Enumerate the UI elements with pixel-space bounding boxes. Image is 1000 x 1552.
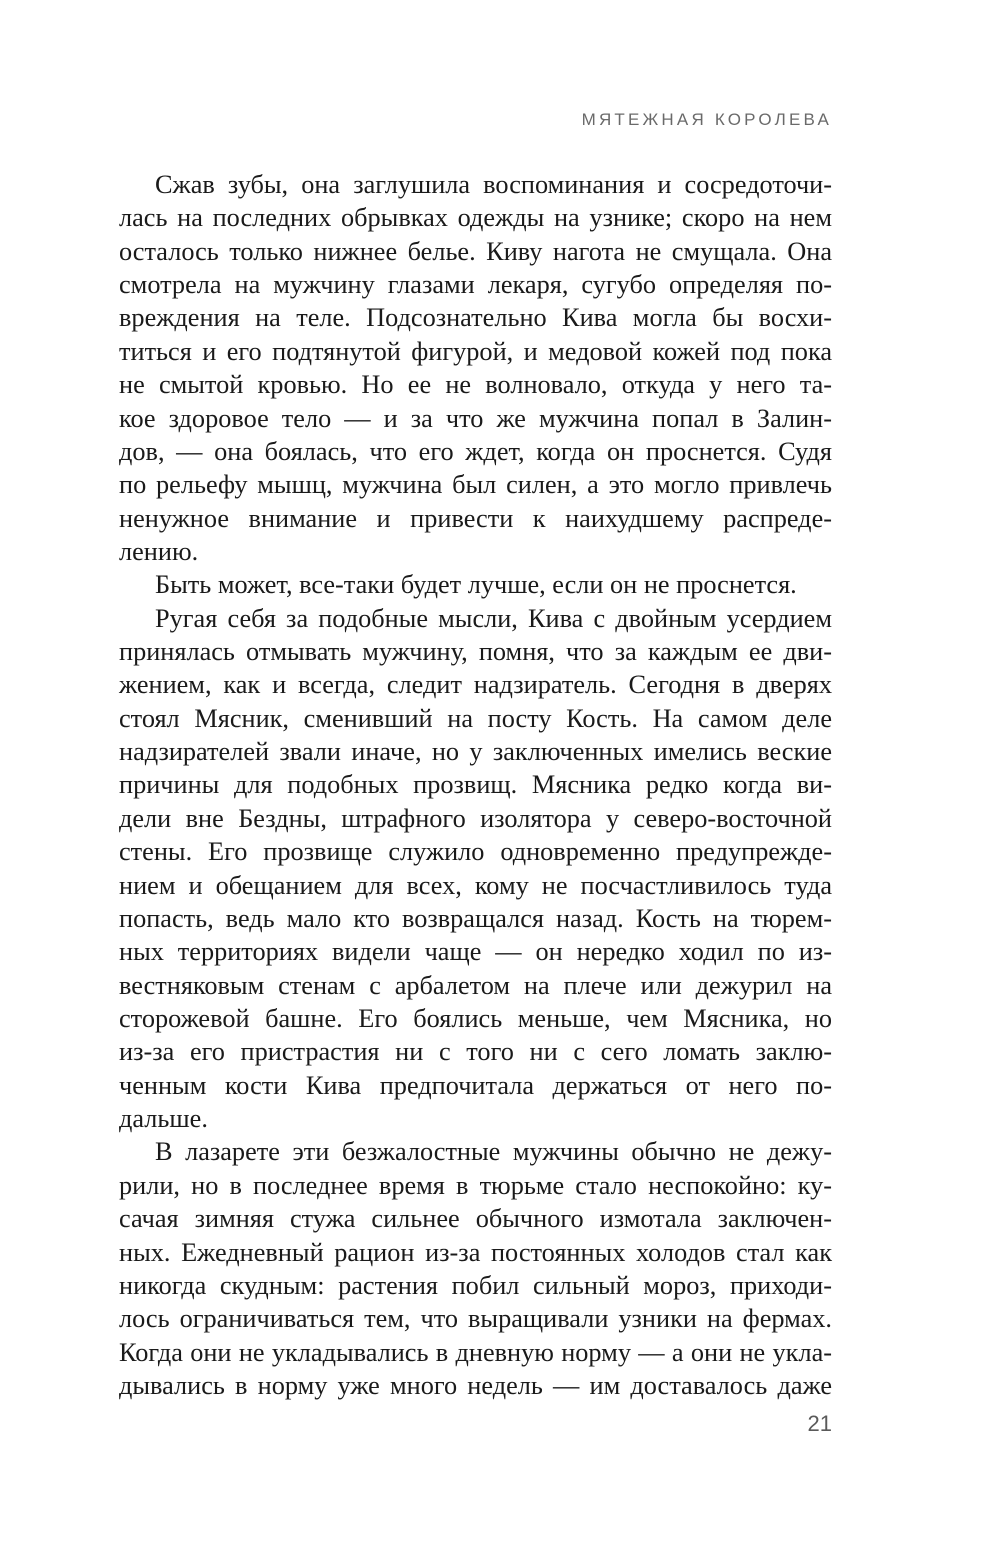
text-line: вреждения на теле. Подсознательно Кива могла бы восхи- xyxy=(119,303,832,333)
text-line: лось ограничиваться тем, что выращивали узники на фермах. xyxy=(119,1304,832,1334)
text-line: ных территориях видели чаще — он нередко ходил по из- xyxy=(119,937,832,967)
text-line: надзирателей звали иначе, но у заключенных имелись веские xyxy=(119,737,832,767)
text-line: В лазарете эти безжалостные мужчины обычно не дежу- xyxy=(155,1137,832,1167)
text-line: лась на последних обрывках одежды на узнике; скоро на нем xyxy=(119,203,832,233)
text-line: осталось только нижнее белье. Киву нагота не смущала. Она xyxy=(119,236,832,266)
text-line: Быть может, все-таки будет лучше, если он не проснется. xyxy=(155,570,797,600)
text-line: сачая зимняя стужа сильнее обычного измотала заключен- xyxy=(119,1204,832,1234)
text-line: кое здоровое тело — и за что же мужчина попал в Залин- xyxy=(119,403,832,433)
text-line: принялась отмывать мужчину, помня, что за каждым ее дви- xyxy=(119,637,832,667)
text-line: Сжав зубы, она заглушила воспоминания и сосредоточи- xyxy=(155,170,832,199)
text-line: попасть, ведь мало кто возвращался назад. Кость на тюрем- xyxy=(119,903,832,933)
text-line: стены. Его прозвище служило одновременно предупрежде- xyxy=(119,837,832,867)
paragraph xyxy=(119,602,832,1136)
text-line: причины для подобных прозвищ. Мясника редко когда ви- xyxy=(119,770,832,800)
text-line: из-за его пристрастия ни с того ни с сего ломать заклю- xyxy=(119,1037,832,1067)
text-line: сторожевой башне. Его боялись меньше, чем Мясника, но xyxy=(119,1003,832,1033)
paragraph xyxy=(119,1135,832,1402)
text-line: вестняковым стенам с арбалетом на плече или дежурил на xyxy=(119,970,832,1000)
text-line: ных. Ежедневный рацион из-за постоянных холодов стал как xyxy=(119,1237,832,1267)
text-line: нием и обещанием для всех, кому не посчастливилось туда xyxy=(119,870,832,900)
text-line: дели вне Бездны, штрафного изолятора у северо-восточной xyxy=(119,803,832,833)
text-line: титься и его подтянутой фигурой, и медовой кожей под пока xyxy=(119,336,832,366)
paragraph xyxy=(119,168,832,568)
text-line: стоял Мясник, сменивший на посту Кость. На самом деле xyxy=(119,703,832,733)
text-line: дывались в норму уже много недель — им доставалось даже xyxy=(119,1370,832,1400)
text-line: никогда скудным: растения побил сильный мороз, приходи- xyxy=(119,1270,832,1300)
text-line: Ругая себя за подобные мысли, Кива с двойным усердием xyxy=(155,603,832,633)
text-line: ненужное внимание и привести к наихудшему распреде- xyxy=(119,503,832,533)
paragraph xyxy=(119,568,832,601)
text-line: дов, — она боялась, что его ждет, когда он проснется. Судя xyxy=(119,436,832,466)
text-line: смотрела на мужчину глазами лекаря, сугубо определяя по- xyxy=(119,270,832,300)
running-header: МЯТЕЖНАЯ КОРОЛЕВА xyxy=(581,110,832,129)
text-line: Когда они не укладывались в дневную норму — а они не укла- xyxy=(119,1337,832,1367)
text-line: по рельефу мышц, мужчина был силен, а это могло привлечь xyxy=(119,470,832,500)
text-line: ченным кости Кива предпочитала держаться от него по- xyxy=(119,1070,832,1100)
text-line: не смытой кровью. Но ее не волновало, откуда у него та- xyxy=(119,370,832,400)
page-number: 21 xyxy=(807,1411,832,1436)
text-line: жением, как и всегда, следит надзиратель. Сегодня в дверях xyxy=(119,670,832,700)
text-line: лению. xyxy=(119,536,199,566)
text-line: рили, но в последнее время в тюрьме стало неспокойно: ку- xyxy=(119,1170,832,1200)
text-line: дальше. xyxy=(119,1104,208,1134)
body-text xyxy=(119,168,832,1402)
